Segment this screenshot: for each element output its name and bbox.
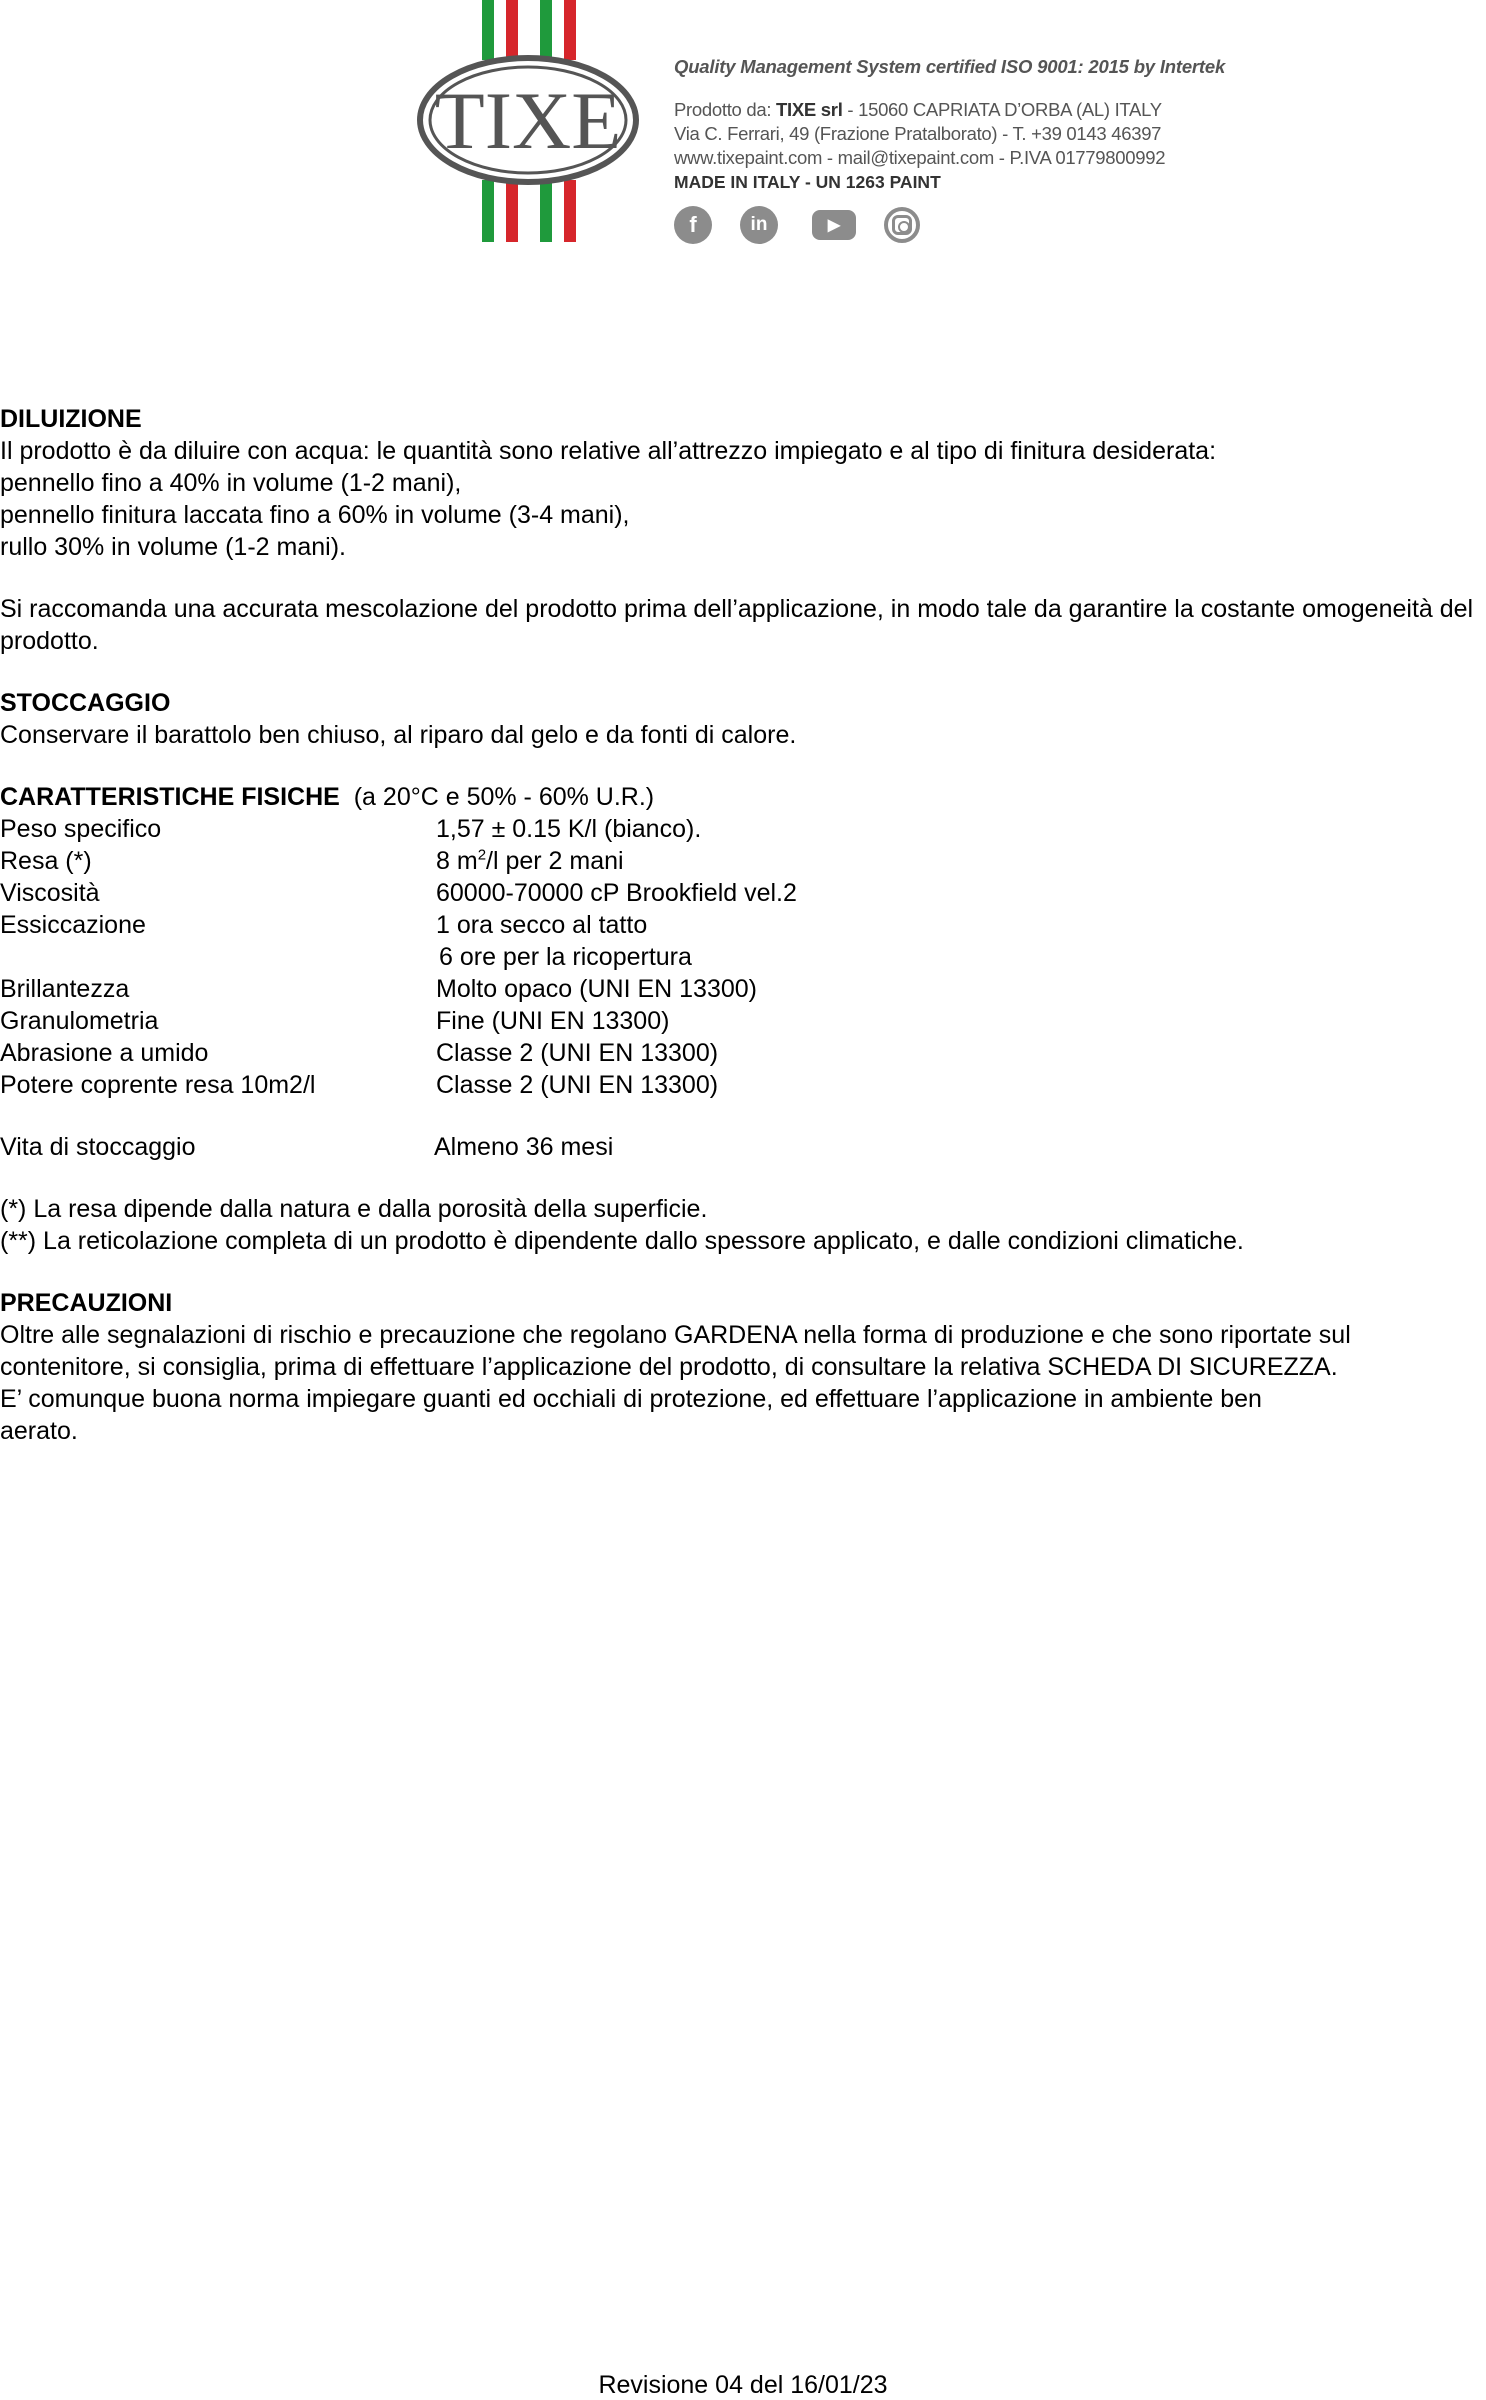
footnote: (*) La resa dipende dalla natura e dalla porosità della superficie. (0, 1195, 708, 1223)
property-row (0, 1131, 1486, 1163)
precauzioni-heading: PRECAUZIONI (0, 1289, 173, 1317)
made-in-italy-line: MADE IN ITALY - UN 1263 PAINT (674, 172, 941, 192)
property-label: Resa (*) (0, 847, 92, 875)
property-row (0, 973, 1486, 1005)
property-row (0, 845, 1486, 877)
stoccaggio-text: Conservare il barattolo ben chiuso, al riparo dal gelo e da fonti di calore. (0, 721, 797, 749)
property-row (0, 877, 1486, 909)
youtube-icon[interactable]: ▶ (812, 210, 856, 240)
flag-red-stripe-top-left (506, 0, 518, 60)
precauzioni-line: contenitore, si consiglia, prima di effettuare l’applicazione del prodotto, di consultare la relativa SCHEDA DI SICUREZZA. (0, 1353, 1338, 1381)
tixe-logo-graphic (410, 0, 650, 245)
property-label: Viscosità (0, 879, 100, 907)
document-body (0, 403, 1486, 1447)
diluizione-line: rullo 30% in volume (1-2 mani). (0, 533, 346, 561)
diluizione-heading: DILUIZIONE (0, 405, 142, 433)
instagram-icon[interactable] (884, 207, 920, 243)
facebook-icon[interactable]: f (674, 206, 712, 244)
diluizione-line: Il prodotto è da diluire con acqua: le quantità sono relative all’attrezzo impiegato e al tipo di finitura desiderata: (0, 437, 1217, 465)
property-value: 8 $m^2/l$ per 2 mani (436, 846, 624, 875)
flag-white-stripe-bottom-right (552, 180, 564, 242)
property-value: Classe 2 (UNI EN 13300) (436, 1071, 719, 1099)
section-precauzioni (0, 1287, 1486, 1447)
property-row (0, 1069, 1486, 1101)
section-caratteristiche (0, 781, 1486, 1163)
section-diluizione (0, 403, 1486, 657)
property-value: 6 ore per la ricopertura (439, 943, 692, 971)
flag-green-stripe-bottom-left (482, 180, 494, 242)
property-label (0, 941, 436, 973)
flag-green-stripe-top-left (482, 0, 494, 60)
spacer (0, 1101, 1486, 1131)
property-label: Peso specifico (0, 815, 162, 843)
diluizione-line: pennello finitura laccata fino a 60% in volume (3-4 mani), (0, 501, 630, 529)
web-contact-line[interactable]: www.tixepaint.com - mail@tixepaint.com - P.IVA 01779800992 (674, 147, 1166, 168)
property-value: 1 ora secco al tatto (436, 911, 648, 939)
flag-red-stripe-bottom-left (506, 180, 518, 242)
precauzioni-line: E’ comunque buona norma impiegare guanti ed occhiali di protezione, ed effettuare l’applicazione in ambiente ben (0, 1385, 1262, 1413)
property-label: Potere coprente resa 10m2/l (0, 1071, 316, 1099)
flag-white-stripe-top-right (552, 0, 564, 60)
property-label: Brillantezza (0, 975, 130, 1003)
flag-green-stripe-bottom-right (540, 180, 552, 242)
flag-white-stripe-top-left (494, 0, 506, 60)
precauzioni-line: aerato. (0, 1417, 78, 1445)
diluizione-line: pennello fino a 40% in volume (1-2 mani), (0, 469, 462, 497)
property-label: Essiccazione (0, 911, 146, 939)
precauzioni-line: Oltre alle segnalazioni di rischio e precauzione che regolano GARDENA nella forma di produzione e che sono riportate sul (0, 1321, 1351, 1349)
quality-certification-line: Quality Management System certified ISO 9001: 2015 by Intertek (674, 56, 1226, 77)
property-row (0, 1005, 1486, 1037)
property-value: 1,57 ± 0.15 K/l (bianco). (436, 815, 702, 843)
footnote: (**) La reticolazione completa di un prodotto è dipendente dallo spessore applicato, e dalle condizioni climatiche. (0, 1227, 1244, 1255)
flag-green-stripe-top-right (540, 0, 552, 60)
section-stoccaggio (0, 687, 1486, 751)
footnotes (0, 1193, 1486, 1257)
logo-text: TIXE (434, 75, 622, 166)
revision-footer: Revisione 04 del 16/01/23 (598, 2371, 888, 2399)
linkedin-icon[interactable]: in (740, 206, 778, 244)
diluizione-note: Si raccomanda una accurata mescolazione del prodotto prima dell’applicazione, in modo tale da garantire la costante omogeneità del prodotto. (0, 595, 1474, 655)
property-row (0, 1037, 1486, 1069)
property-label: Abrasione a umido (0, 1039, 209, 1067)
social-links (674, 206, 1234, 244)
producer-company: TIXE srl (776, 99, 843, 120)
header-info (674, 50, 1234, 244)
property-value: Fine (UNI EN 13300) (436, 1007, 670, 1035)
caratteristiche-heading: CARATTERISTICHE FISICHE (0, 783, 340, 811)
property-row (0, 813, 1486, 845)
flag-red-stripe-top-right (564, 0, 576, 60)
caratteristiche-heading-line (0, 781, 1486, 813)
producer-line: Prodotto da: TIXE srl - 15060 CAPRIATA D’ORBA (AL) ITALY (674, 99, 1162, 120)
company-logo (410, 0, 650, 245)
address-line: Via C. Ferrari, 49 (Frazione Pratalborato) - T. +39 0143 46397 (674, 123, 1162, 144)
property-label: Vita di stoccaggio (0, 1133, 196, 1161)
property-row (0, 941, 1486, 973)
property-label: Granulometria (0, 1007, 159, 1035)
flag-red-stripe-bottom-right (564, 180, 576, 242)
property-value: Classe 2 (UNI EN 13300) (436, 1039, 719, 1067)
flag-white-stripe-bottom-left (494, 180, 506, 242)
property-value: 60000-70000 cP Brookfield vel.2 (436, 879, 797, 907)
property-value: Almeno 36 mesi (434, 1133, 614, 1161)
property-row (0, 909, 1486, 941)
property-value: Molto opaco (UNI EN 13300) (436, 975, 757, 1003)
stoccaggio-heading: STOCCAGGIO (0, 689, 171, 717)
caratteristiche-conditions: (a 20°C e 50% - 60% U.R.) (353, 783, 655, 811)
